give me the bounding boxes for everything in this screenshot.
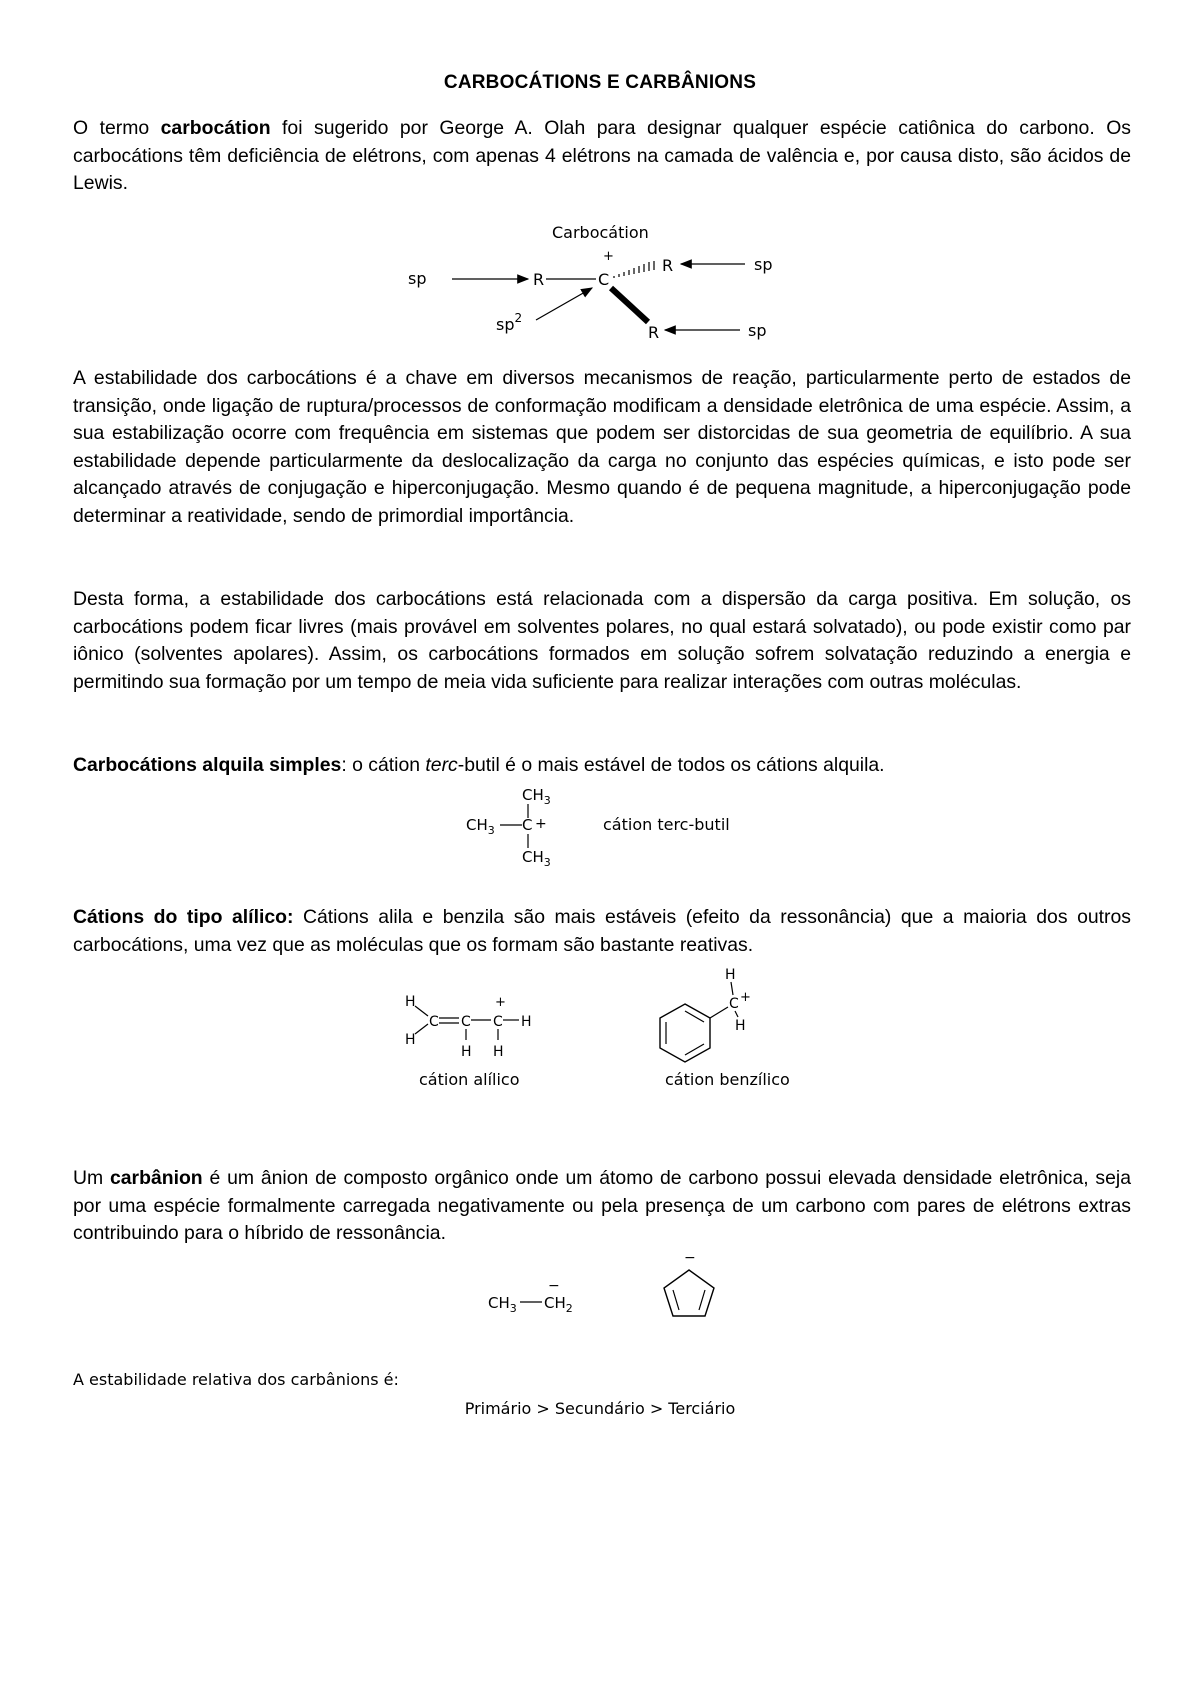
carbocation-structure <box>400 218 780 348</box>
alkyl-terc: terc <box>425 754 458 776</box>
allyl-h2: H <box>405 1032 416 1048</box>
stability-heading: A estabilidade relativa dos carbânions é: <box>73 1370 399 1389</box>
alkyl-text-2: -butil é o mais estável de todos os cátions alquila. <box>457 754 885 776</box>
carbanion-structures <box>480 1250 740 1330</box>
benzyl-carbon: C <box>729 996 739 1012</box>
methyl-bottom <box>522 848 551 869</box>
benzyl-label: cátion benzílico <box>665 1070 790 1089</box>
label-sp-bottom: sp <box>748 321 767 340</box>
charge-plus: + <box>603 249 614 264</box>
term-carbocation: carbocátion <box>160 117 271 139</box>
atom-r-bottom: R <box>648 323 660 342</box>
ethyl-ch2 <box>544 1294 573 1315</box>
ethyl-ch3-sub: 3 <box>509 1302 517 1315</box>
methyl-left-sub: 3 <box>487 824 495 837</box>
allyl-heading: Cátions do tipo alílico: <box>73 906 294 928</box>
alkyl-text-1: : o cátion <box>341 754 426 776</box>
bond-bold-wedge <box>611 288 648 322</box>
intro-paragraph <box>73 115 1131 198</box>
carbanion-paragraph <box>73 1165 1131 1248</box>
bond-dashed-wedge <box>614 261 654 278</box>
atom-carbon: C <box>598 270 610 289</box>
benzyl-h2: H <box>735 1018 746 1034</box>
carbanion-diagram <box>480 1250 740 1330</box>
central-charge: + <box>535 816 547 832</box>
allyl-h1: H <box>405 994 416 1010</box>
intro-text-2: foi sugerido por George A. Olah para designar qualquer espécie catiônica do carbono. Os carbocátions têm deficiência de elétrons, com apenas 4 elétrons na camada de valência e, por causa disto, são ácidos de Lewis. <box>73 117 1131 195</box>
methyl-left <box>466 816 495 837</box>
allyl-h3: H <box>521 1014 532 1030</box>
allyl-charge: + <box>495 995 506 1010</box>
ethyl-ch2-sub: 2 <box>565 1302 573 1315</box>
tert-butyl-label: cátion terc-butil <box>603 815 730 834</box>
ethyl-ch3-base: CH <box>488 1294 510 1312</box>
carbanion-text-2: é um ânion de composto orgânico onde um átomo de carbono possui elevada densidade eletrônica, seja por uma espécie formalmente carregada negativamente ou pela presença de um carbono com pares de elétrons extras contribuindo para o híbrido de ressonância. <box>73 1167 1131 1245</box>
allyl-text: Cátions alila e benzila são mais estáveis (efeito da ressonância) que a maioria dos outros carbocátions, uma vez que as moléculas que os formam são bastante reativas. <box>73 906 1131 956</box>
allyl-label: cátion alílico <box>419 1070 520 1089</box>
benzyl-h1: H <box>725 967 736 983</box>
allyl-cation <box>405 994 532 1089</box>
allyl-c3: C <box>493 1014 503 1030</box>
term-carbanion: carbânion <box>109 1167 203 1189</box>
ethyl-charge: − <box>548 1278 560 1294</box>
atom-r-top: R <box>662 256 674 275</box>
allyl-benzyl-diagram <box>395 962 825 1112</box>
benzyl-cation <box>660 967 790 1089</box>
cyclopentadienyl-charge: − <box>684 1250 696 1266</box>
allyl-c2: C <box>461 1014 471 1030</box>
methyl-bottom-ch: CH <box>522 848 544 866</box>
cyclopentadienyl-ring <box>664 1270 714 1316</box>
label-sp2-base: sp <box>496 315 515 334</box>
benzene-ring <box>660 1004 710 1062</box>
allyl-benzyl-structures <box>395 962 825 1112</box>
methyl-top-sub: 3 <box>543 794 551 807</box>
page-title: CARBOCÁTIONS E CARBÂNIONS <box>443 72 757 93</box>
methyl-top <box>522 786 551 807</box>
methyl-left-ch: CH <box>466 816 488 834</box>
dispersion-paragraph: Desta forma, a estabilidade dos carbocátions está relacionada com a dispersão da carga positiva. Em solução, os carbocátions podem ficar livres (mais provável em solventes polares, no qual estará solvatado), ou pode existir como par iônico (solventes apolares). Assim, os carbocátions formados em solução sofrem solvatação reduzindo a energia e permitindo sua formação por um tempo de meia vida suficiente para realizar interações com outras moléculas. <box>73 588 1131 693</box>
central-carbon: C <box>522 816 533 834</box>
label-sp2 <box>496 311 522 334</box>
label-sp-left: sp <box>408 269 427 288</box>
intro-text-1: O termo <box>73 117 161 139</box>
methyl-bottom-sub: 3 <box>543 856 551 869</box>
allyl-c1: C <box>429 1014 439 1030</box>
diagram-caption: Carbocátion <box>552 223 649 242</box>
label-sp2-superscript: 2 <box>514 311 523 325</box>
ethyl-ch3 <box>488 1294 517 1315</box>
allyl-paragraph <box>73 904 1131 959</box>
alkyl-heading: Carbocátions alquila simples <box>73 754 342 776</box>
carbocation-diagram <box>400 218 780 348</box>
atom-r-left: R <box>533 270 545 289</box>
tert-butyl-diagram <box>460 782 790 872</box>
stability-paragraph: A estabilidade dos carbocátions é a chave em diversos mecanismos de reação, particularmente perto de estados de transição, onde ligação de ruptura/processos de conformação modificam a densidade eletrônica de uma espécie. Assim, a sua estabilização ocorre com frequência em sistemas que podem ser distorcidas de sua geometria de equilíbrio. A sua estabilidade depende particularmente da deslocalização da carga no conjunto das espécies químicas, e isto pode ser alcançado através de conjugação e hiperconjugação. Mesmo quando é de pequena magnitude, a hiperconjugação pode determinar a reatividade, sendo de primordial importância. <box>73 367 1131 527</box>
ethyl-ch2-base: CH <box>544 1294 566 1312</box>
label-sp-top: sp <box>754 255 773 274</box>
benzyl-charge: + <box>740 990 751 1005</box>
arrow-sp2 <box>536 288 592 320</box>
carbanion-text-1: Um <box>73 1167 110 1189</box>
allyl-h4: H <box>461 1044 472 1060</box>
stability-order: Primário > Secundário > Terciário <box>464 1399 736 1418</box>
methyl-top-ch: CH <box>522 786 544 804</box>
allyl-h5: H <box>493 1044 504 1060</box>
alkyl-paragraph <box>73 752 1131 780</box>
tert-butyl-structure <box>460 782 790 872</box>
